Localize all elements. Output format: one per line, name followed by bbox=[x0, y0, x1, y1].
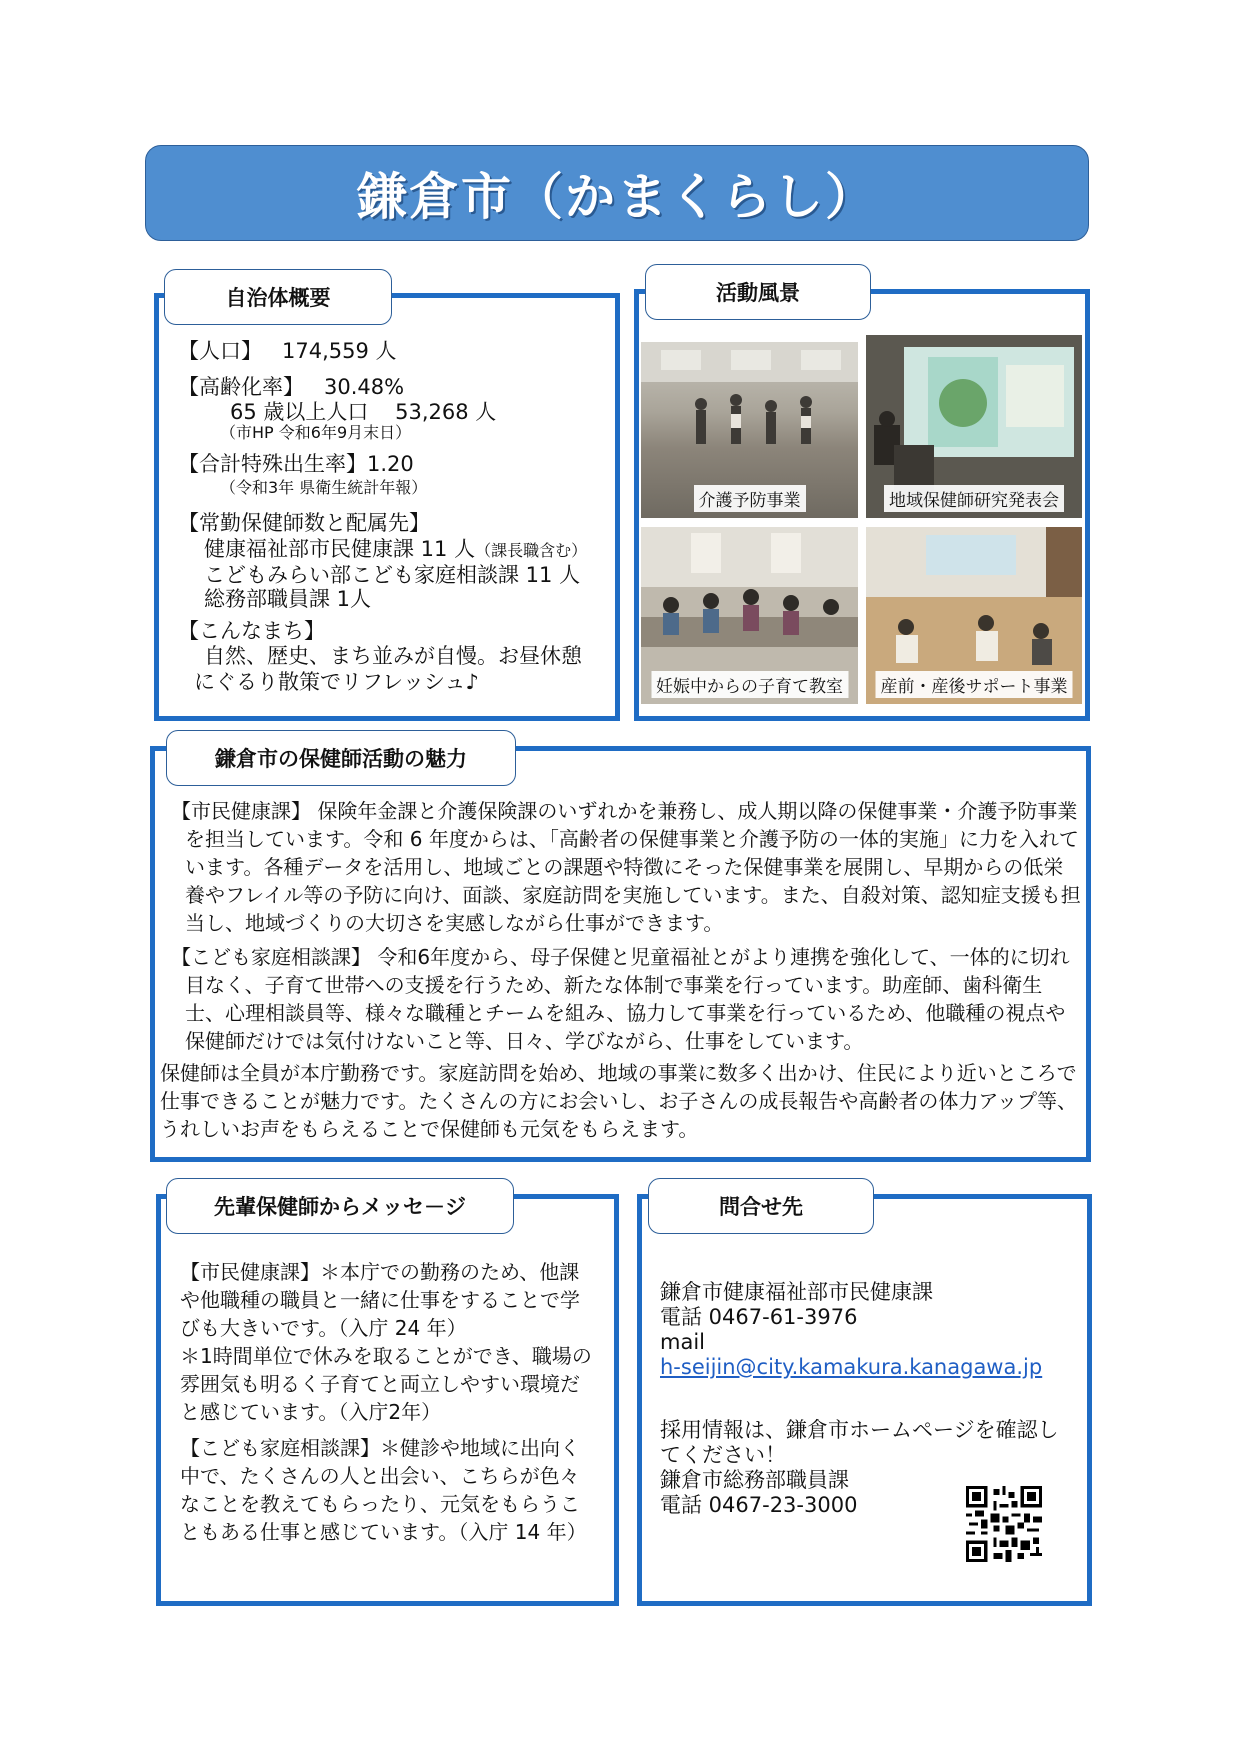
appeal-p1-label: 【市民健康課】 bbox=[171, 799, 311, 823]
contact-heading: 問合せ先 bbox=[719, 1195, 803, 1219]
appeal-paragraph-3: 保健師は全員が本庁勤務です。家庭訪問を始め、地域の事業に数多く出かけ、住民により近いところで仕事できることが魅力です。たくさんの方にお会いし、お子さんの成長報告や高齢者の体力アップ等、うれしいお声をもらえることで保健師も元気をもらえます。 bbox=[160, 1061, 1077, 1141]
population-row bbox=[178, 338, 608, 365]
appeal-p2-text: 令和6年度から、母子保健と児童福祉とがより連携を強化して、一体的に切れ目なく、子育て世帯への支援を行うため、新たな体制で事業を行っています。助産師、歯科衛生士、心理相談員等、様々な職種とチームを組み、協力して事業を行っているため、他職種の視点や保健師だけでは気付けないこと等、日々、学びながら、仕事をしています。 bbox=[185, 945, 1070, 1053]
appeal-p2-label: 【こども家庭相談課】 bbox=[171, 945, 371, 969]
message-1: 【市民健康課】＊本庁での勤務のため、他課や他職種の職員と一緒に仕事をすることで学びも大きいです。（入庁 24 年） bbox=[180, 1260, 580, 1340]
fertility-value: 1.20 bbox=[367, 452, 414, 476]
aging-source: （市HP 令和6年9月末日） bbox=[220, 423, 412, 442]
fertility-row bbox=[178, 451, 608, 478]
population-value: 174,559 人 bbox=[282, 339, 397, 363]
fertility-label: 【合計特殊出生率】 bbox=[178, 452, 367, 476]
activity-photo bbox=[866, 335, 1082, 518]
overview-heading-tab bbox=[164, 269, 392, 325]
staff-3: 総務部職員課 1人 bbox=[204, 587, 372, 611]
staff-1: 健康福祉部市民健康課 11 人 bbox=[204, 537, 476, 561]
staff-label: 【常勤保健師数と配属先】 bbox=[178, 511, 430, 535]
qr-code-icon bbox=[966, 1486, 1042, 1562]
appeal-content bbox=[160, 797, 1085, 1143]
contact-heading-tab bbox=[648, 1178, 874, 1234]
message-3: 【こども家庭相談課】＊健診や地域に出向く中で、たくさんの人と出会い、こちらが色々なことを教えてもらったり、元気をもらうこともある仕事と感じています。（入庁 14 年） bbox=[180, 1436, 587, 1544]
population-label: 【人口】 bbox=[178, 339, 262, 363]
activity-photo bbox=[641, 342, 858, 518]
overview-heading: 自治体概要 bbox=[225, 286, 331, 310]
over65-value: 53,268 人 bbox=[395, 400, 497, 424]
town-text: 自然、歴史、まち並みが自慢。お昼休憩にぐるり散策でリフレッシュ♪ bbox=[194, 644, 582, 694]
activities-heading: 活動風景 bbox=[716, 281, 800, 305]
town-label: 【こんなまち】 bbox=[178, 619, 325, 643]
over65-label: 65 歳以上人口 bbox=[230, 400, 369, 424]
aging-label: 【高齢化率】 bbox=[178, 375, 304, 399]
message-heading-tab bbox=[166, 1178, 514, 1234]
staff-2: こどもみらい部こども家庭相談課 11 人 bbox=[204, 563, 581, 587]
activity-photo bbox=[641, 527, 858, 704]
message-2: ＊1時間単位で休みを取ることができ、職場の雰囲気も明るく子育てと両立しやすい環境だと感じています。（入庁2年） bbox=[180, 1344, 592, 1424]
overview-content bbox=[178, 338, 608, 695]
appeal-paragraph-2 bbox=[165, 943, 1081, 1055]
activity-photo-caption: 介護予防事業 bbox=[694, 485, 806, 512]
contact-dept: 鎌倉市健康福祉部市民健康課 bbox=[660, 1280, 933, 1304]
staff-1-note: （課長職含む） bbox=[475, 541, 588, 560]
appeal-heading: 鎌倉市の保健師活動の魅力 bbox=[215, 747, 467, 771]
recruit-dept: 鎌倉市総務部職員課 bbox=[660, 1468, 849, 1492]
qr-code[interactable] bbox=[966, 1486, 1042, 1562]
contact-content bbox=[660, 1280, 1080, 1518]
activity-photo-caption: 妊娠中からの子育て教室 bbox=[651, 671, 848, 698]
appeal-heading-tab bbox=[166, 730, 516, 786]
activity-photo-caption: 産前・産後サポート事業 bbox=[876, 671, 1073, 698]
fertility-source: （令和3年 県衛生統計年報） bbox=[220, 478, 428, 497]
contact-tel: 電話 0467-61-3976 bbox=[660, 1305, 858, 1329]
activities-heading-tab bbox=[645, 264, 871, 320]
message-heading: 先輩保健師からメッセ－ジ bbox=[214, 1195, 466, 1219]
aging-value: 30.48% bbox=[324, 375, 405, 399]
appeal-p1-text: 保険年金課と介護保険課のいずれかを兼務し、成人期以降の保健事業・介護予防事業を担当しています。令和 6 年度からは、「高齢者の保健事業と介護予防の一体的実施」に力を入れています。各種データを活用し、地域ごとの課題や特徴にそった保健事業を展開し、早期からの低栄養やフレイル等の予防に向け、面談、家庭訪問を実施しています。また、自殺対策、認知症支援も担当し、地域づくりの大切さを実感しながら仕事ができます。 bbox=[185, 799, 1081, 935]
aging-row bbox=[178, 374, 608, 401]
staff-row-1 bbox=[178, 537, 608, 563]
message-content bbox=[180, 1258, 598, 1546]
contact-email-link[interactable]: h-seijin@city.kamakura.kanagawa.jp bbox=[660, 1355, 1043, 1379]
appeal-paragraph-1 bbox=[165, 797, 1081, 937]
recruit-text: 採用情報は、鎌倉市ホームページを確認してください！ bbox=[660, 1418, 1059, 1467]
activity-photo bbox=[866, 527, 1082, 704]
recruit-tel: 電話 0467-23-3000 bbox=[660, 1493, 858, 1517]
page-title: 鎌倉市（かまくらし） bbox=[357, 168, 877, 226]
contact-mail-label: mail bbox=[660, 1330, 705, 1354]
over65-row bbox=[178, 401, 608, 423]
activity-photo-caption: 地域保健師研究発表会 bbox=[884, 485, 1064, 512]
title-banner bbox=[145, 145, 1089, 241]
